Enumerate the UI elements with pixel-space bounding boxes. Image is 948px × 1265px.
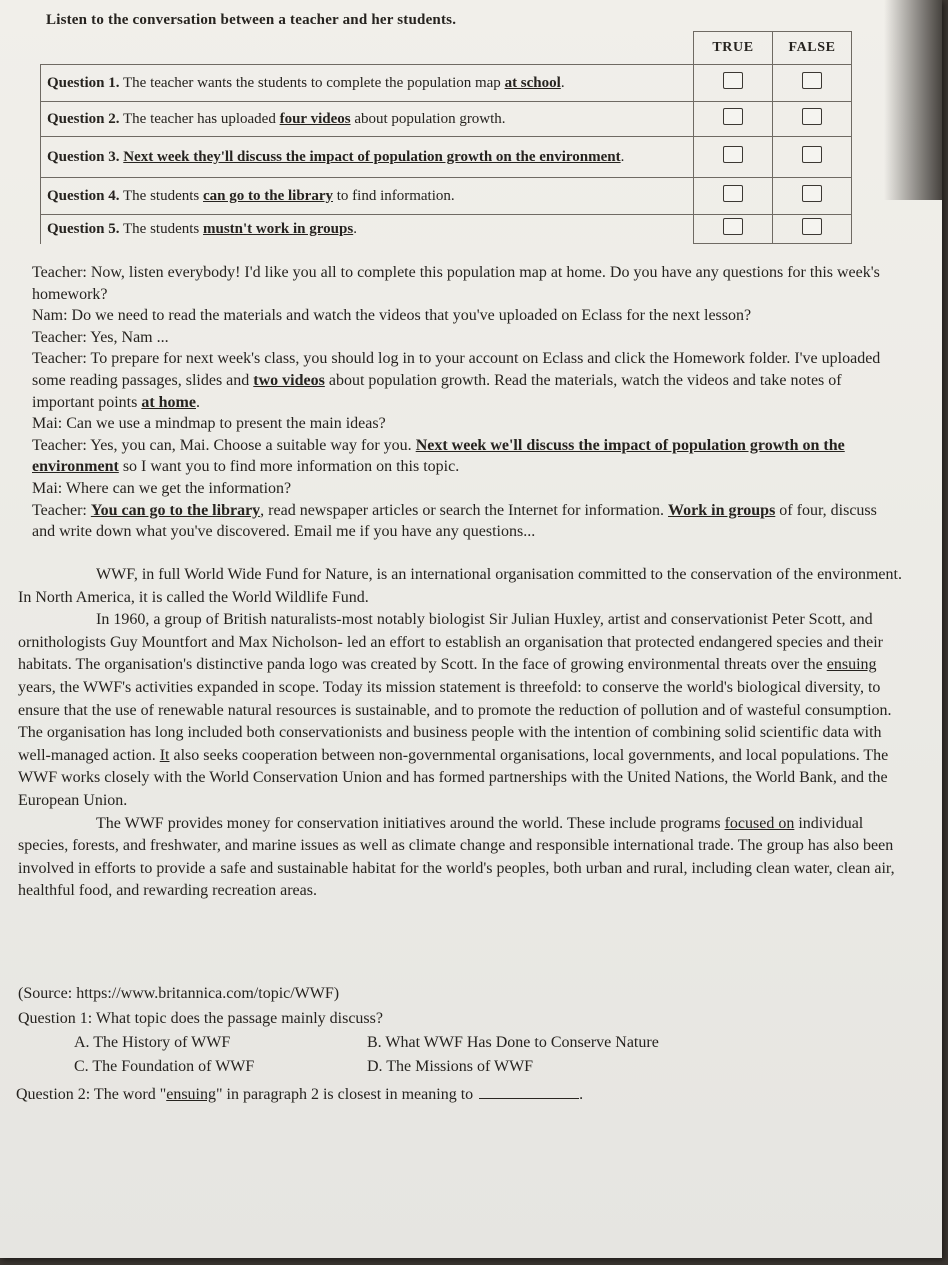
false-checkbox[interactable] bbox=[802, 218, 822, 235]
dialog-line: Teacher: You can go to the library, read newspaper articles or search the Internet for information. Work in groups of four, discuss and write down what you've discovered. Email me if you have any questions... bbox=[32, 501, 877, 541]
table-header-row bbox=[41, 32, 852, 65]
page-edge-shadow bbox=[884, 0, 942, 200]
true-false-table bbox=[40, 31, 852, 244]
dialog-line: Mai: Where can we get the information? bbox=[32, 479, 292, 497]
option-c[interactable]: C. The Foundation of WWF bbox=[74, 1058, 255, 1075]
table-row bbox=[41, 178, 852, 215]
true-checkbox[interactable] bbox=[723, 185, 743, 202]
option-a[interactable]: A. The History of WWF bbox=[74, 1034, 231, 1051]
passage-paragraph-3: The WWF provides money for conservation initiatives around the world. These include programs focused on individual species, forests, and freshwater, and marine issues as well as climate change and responsible international trade. The group has also been involved in efforts to provide a safe and sustainable habitat for the world's peoples, both urban and rural, including clean water, clean air, healthful food, and rewarding recreation areas. bbox=[18, 814, 895, 900]
true-checkbox[interactable] bbox=[723, 146, 743, 163]
false-checkbox[interactable] bbox=[802, 185, 822, 202]
false-checkbox[interactable] bbox=[802, 146, 822, 163]
passage-paragraph-1: WWF, in full World Wide Fund for Nature, is an international organisation committed to the conservation of the environment. In North America, it is called the World Wildlife Fund. bbox=[18, 566, 902, 606]
question-1-options bbox=[74, 1034, 659, 1082]
false-checkbox[interactable] bbox=[802, 108, 822, 125]
dialog-line: Nam: Do we need to read the materials and watch the videos that you've uploaded on Eclass for the next lesson? bbox=[32, 307, 752, 325]
question-statement: Question 2. The teacher has uploaded four videos about population growth. bbox=[41, 102, 694, 137]
true-checkbox[interactable] bbox=[723, 72, 743, 89]
false-header: FALSE bbox=[773, 32, 852, 65]
dialog-line: Teacher: Yes, you can, Mai. Choose a suitable way for you. Next week we'll discuss the impact of population growth on the environment so I want you to find more information on this topic. bbox=[32, 436, 845, 476]
question-statement: Question 4. The students can go to the library to find information. bbox=[41, 178, 694, 215]
source-citation: (Source: https://www.britannica.com/topic/WWF) bbox=[18, 985, 340, 1002]
table-row bbox=[41, 102, 852, 137]
conversation-transcript bbox=[32, 262, 902, 543]
dialog-line: Teacher: To prepare for next week's class, you should log in to your account on Eclass and click the Homework folder. I've uploaded some reading passages, slides and two videos about population growth. Read the materials, watch the videos and take notes of important points at home. bbox=[32, 350, 881, 411]
answer-blank[interactable] bbox=[479, 1098, 579, 1099]
true-checkbox[interactable] bbox=[723, 108, 743, 125]
question-statement: Question 1. The teacher wants the students to complete the population map at school. bbox=[41, 65, 694, 102]
false-checkbox[interactable] bbox=[802, 72, 822, 89]
option-d[interactable]: D. The Missions of WWF bbox=[367, 1058, 534, 1075]
dialog-line: Mai: Can we use a mindmap to present the main ideas? bbox=[32, 415, 386, 433]
dialog-line: Teacher: Now, listen everybody! I'd like you all to complete this population map at home. Do you have any questions for this week's homework? bbox=[32, 264, 880, 303]
table-row bbox=[41, 65, 852, 102]
question-1-stem: Question 1: What topic does the passage mainly discuss? bbox=[18, 1010, 383, 1027]
true-header: TRUE bbox=[694, 32, 773, 65]
dialog-line: Teacher: Yes, Nam ... bbox=[32, 328, 169, 346]
question-statement: Question 3. Next week they'll discuss the impact of population growth on the environment. bbox=[41, 137, 694, 178]
question-statement: Question 5. The students mustn't work in groups. bbox=[41, 215, 694, 244]
table-row bbox=[41, 215, 852, 244]
listening-instruction: Listen to the conversation between a teacher and her students. bbox=[46, 12, 457, 28]
true-checkbox[interactable] bbox=[723, 218, 743, 235]
reading-passage bbox=[18, 564, 910, 903]
question-2-stem: Question 2: The word "ensuing" in paragraph 2 is closest in meaning to . bbox=[16, 1086, 584, 1103]
table-row bbox=[41, 137, 852, 178]
option-b[interactable]: B. What WWF Has Done to Conserve Nature bbox=[367, 1034, 659, 1051]
passage-paragraph-2: In 1960, a group of British naturalists-most notably biologist Sir Julian Huxley, artist and conservationist Peter Scott, and ornithologists Guy Mountfort and Max Nicholson- led an effort to establish an organisation that protected endangered species and their habitats. The organisation's distinctive panda logo was created by Scott. In the face of growing environmental threats over the ensuing years, the WWF's activities expanded in scope. Today its mission statement is threefold: to conserve the world's biological diversity, to ensure that the use of renewable natural resources is sustainable, and to promote the reduction of pollution and of wasteful consumption. The organisation has long included both conservationists and business people with the intention of combining solid scientific data with well-managed action. It also seeks cooperation between non-governmental organisations, local governments, and local populations. The WWF works closely with the World Conservation Union and has formed partnerships with the United Nations, the World Bank, and the European Union. bbox=[18, 611, 892, 809]
